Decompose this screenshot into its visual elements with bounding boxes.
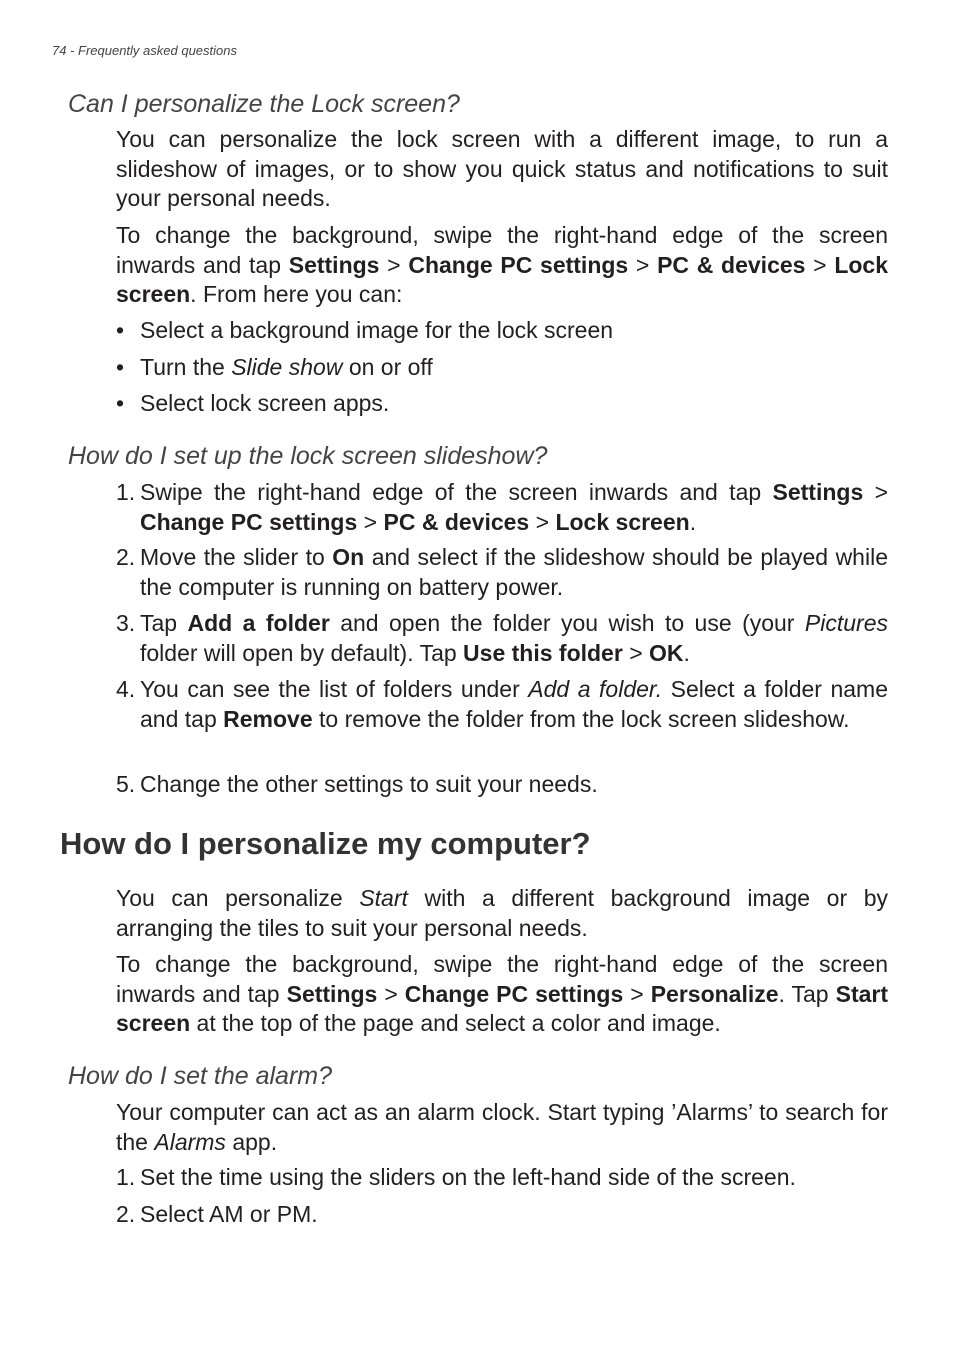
step-item: 4. You can see the list of folders under Add a folder. Select a folder name and tap Remove to remove the folder from the lock screen slideshow.: [116, 676, 888, 732]
lock-screen-instructions: To change the background, swipe the right-hand edge of the screen inwards and tap Settings > Change PC settings > PC & devices > Lock screen. From here you can:: [116, 222, 888, 307]
pc-devices-term: PC & devices: [657, 251, 806, 278]
lock-screen-intro: You can personalize the lock screen with a different image, to run a slideshow of images, or to show you quick status and notifications to suit your personal needs.: [116, 126, 888, 211]
personalize-instructions: To change the background, swipe the right-hand edge of the screen inwards and tap Settings > Change PC settings > Personalize. Tap Start screen at the top of the page and select a color and image.: [116, 951, 889, 1036]
step-item: 2. Move the slider to On and select if the slideshow should be played while the computer is running on battery power.: [116, 544, 888, 600]
change-pc-settings-term: Change PC settings: [408, 251, 629, 278]
bullet-mark: •: [116, 390, 125, 416]
heading-lock-screen: Can I personalize the Lock screen?: [68, 90, 460, 118]
step-item: 3. Tap Add a folder and open the folder you wish to use (your Pictures folder will open by default). Tap Use this folder > OK.: [116, 610, 888, 666]
alarm-intro: Your computer can act as an alarm clock. Start typing ’Alarms’ to search for the Alarms app.: [116, 1099, 888, 1155]
step-item: 1. Swipe the right-hand edge of the screen inwards and tap Settings > Change PC settings > PC & devices > Lock screen.: [116, 479, 889, 535]
bullet-item: • Select lock screen apps.: [116, 389, 888, 419]
bullet-mark: •: [116, 354, 125, 380]
bullet-item: • Select a background image for the lock screen: [116, 316, 888, 346]
bullet-mark: •: [116, 317, 125, 343]
running-head: 74 - Frequently asked questions: [52, 43, 237, 58]
heading-personalize: How do I personalize my computer?: [60, 826, 591, 861]
step-item: 5. Change the other settings to suit your needs.: [116, 771, 598, 797]
lock-screen-term: Lock screen: [116, 251, 888, 307]
personalize-intro: You can personalize Start with a different background image or by arranging the tiles to suit your personal needs.: [116, 885, 889, 941]
step-item: 2. Select AM or PM.: [116, 1201, 318, 1227]
step-item: 1. Set the time using the sliders on the left-hand side of the screen.: [116, 1164, 796, 1190]
heading-slideshow: How do I set up the lock screen slideshow?: [68, 442, 548, 470]
settings-term: Settings: [288, 251, 380, 278]
heading-alarm: How do I set the alarm?: [68, 1062, 333, 1090]
bullet-item: • Turn the Slide show on or off: [116, 353, 888, 383]
